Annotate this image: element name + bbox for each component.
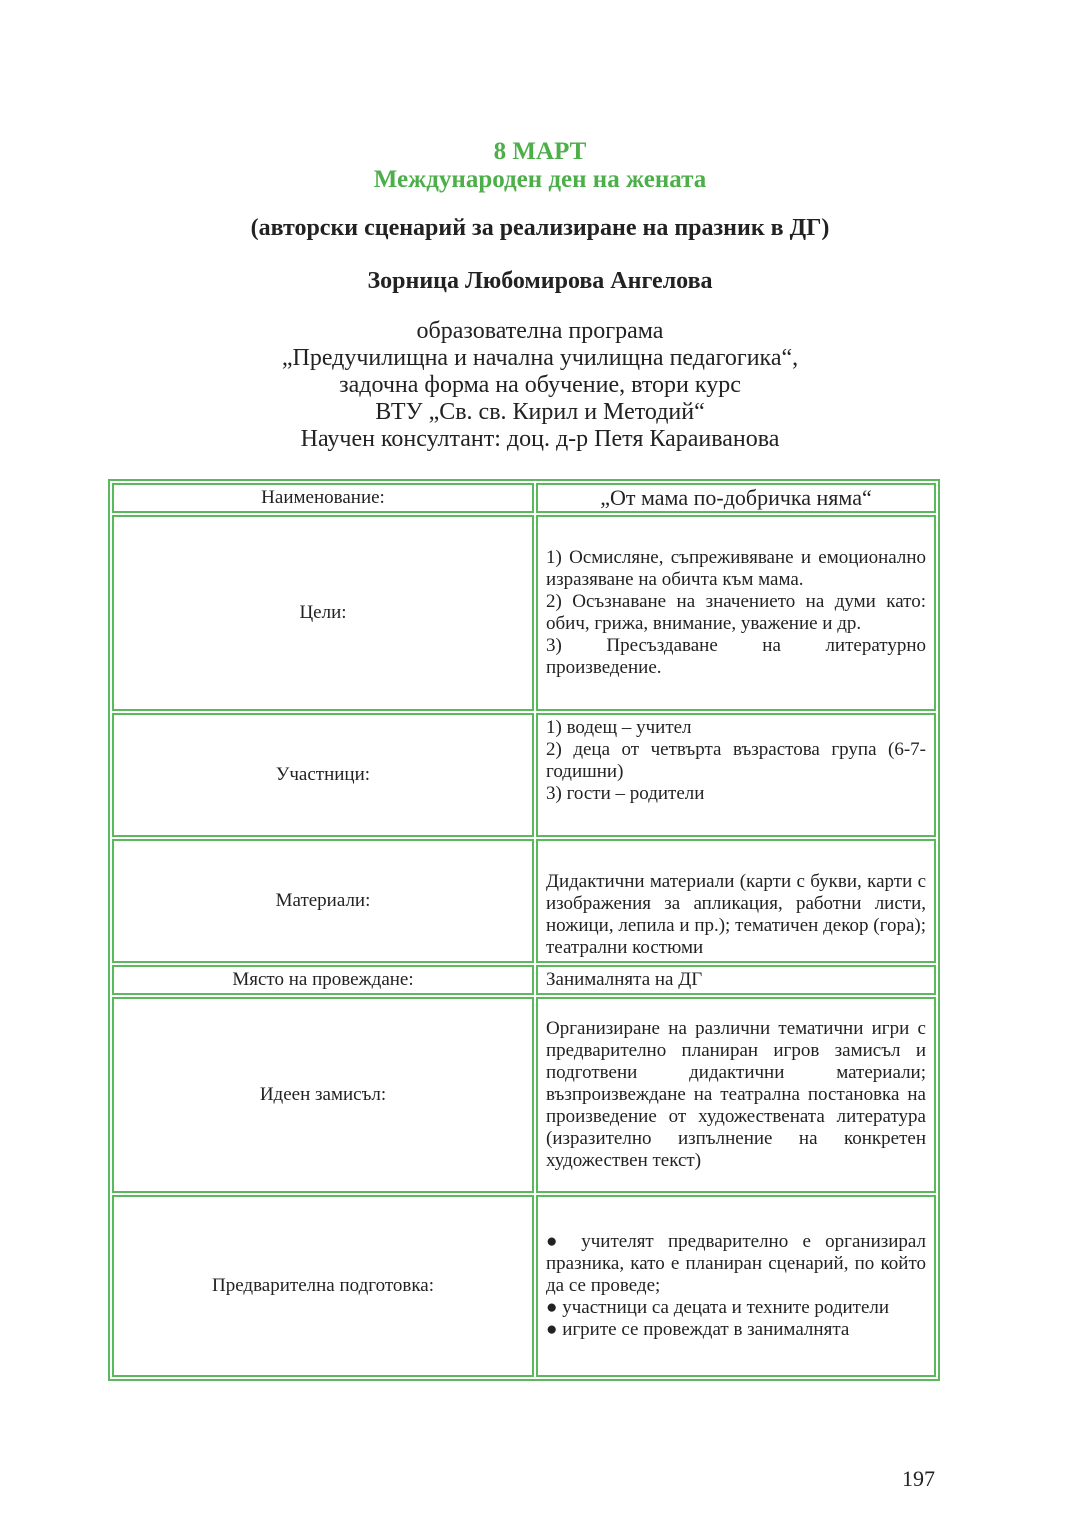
- participant-item: 1) водещ – учител: [546, 717, 692, 738]
- scenario-table: [108, 479, 940, 1381]
- table-row: [112, 713, 936, 837]
- row-value: Дидактични материали (карти с букви, карти с изображения за апликация, работни листи, ножици, лепила и пр.); тематичен декор (гора); театрални костюми: [536, 839, 936, 963]
- row-label: Цели:: [112, 515, 534, 711]
- table-row: [112, 997, 936, 1193]
- info-line: задочна форма на обучение, втори курс: [339, 372, 741, 398]
- row-label: Материали:: [112, 839, 534, 963]
- participant-item: 2) деца от четвърта възрастова група (6-7-годишни): [546, 739, 926, 782]
- row-value: [536, 1195, 936, 1377]
- row-label: Място на провеждане:: [112, 965, 534, 995]
- goal-item: 3) Пресъздаване на литературно произведение.: [546, 635, 926, 678]
- row-value: Организиране на различни тематични игри с предварително планиран игров замисъл и подготвени дидактични материали; възпроизвеждане на театрална постановка на произведение от художествената литература (изразително изпълнение на конкретен художествен текст): [536, 997, 936, 1193]
- row-value: Занималнята на ДГ: [536, 965, 936, 995]
- goal-item: 1) Осмисляне, съпреживяване и емоционално изразяване на обичта към мама.: [546, 547, 926, 590]
- table-row: [112, 1195, 936, 1377]
- subtitle: (авторски сценарий за реализиране на празник в ДГ): [250, 215, 830, 241]
- info-line: образователна програма: [416, 318, 664, 344]
- prep-item: ● участници са децата и техните родители: [546, 1297, 890, 1318]
- table-row: [112, 483, 936, 513]
- goal-item: 2) Осъзнаване на значението на думи като: обич, грижа, внимание, уважение и др.: [546, 591, 926, 634]
- author-info: [0, 318, 1080, 453]
- title-date: 8 МАРТ: [493, 138, 587, 165]
- info-line: Научен консултант: доц. д-р Петя Караиванова: [300, 426, 780, 452]
- row-label: Предварителна подготовка:: [112, 1195, 534, 1377]
- title-holiday: Международен ден на жената: [373, 166, 707, 193]
- row-label: Наименование:: [112, 483, 534, 513]
- prep-item: ● игрите се провеждат в занималнята: [546, 1319, 850, 1340]
- participant-item: 3) гости – родители: [546, 783, 705, 804]
- prep-item: ● учителят предварително е организирал празника, като е планиран сценарий, по който да се проведе;: [546, 1231, 926, 1296]
- row-value: [536, 713, 936, 837]
- table-row: [112, 839, 936, 963]
- page-number: 197: [902, 1466, 935, 1491]
- row-label: Идеен замисъл:: [112, 997, 534, 1193]
- row-value: „От мама по-добричка няма“: [536, 483, 936, 513]
- row-value: [536, 515, 936, 711]
- table-row: [112, 515, 936, 711]
- table-row: [112, 965, 936, 995]
- info-line: ВТУ „Св. св. Кирил и Методий“: [375, 399, 705, 425]
- info-line: „Предучилищна и начална училищна педагогика“,: [281, 345, 799, 371]
- author-name: Зорница Любомирова Ангелова: [367, 268, 713, 294]
- row-label: Участници:: [112, 713, 534, 837]
